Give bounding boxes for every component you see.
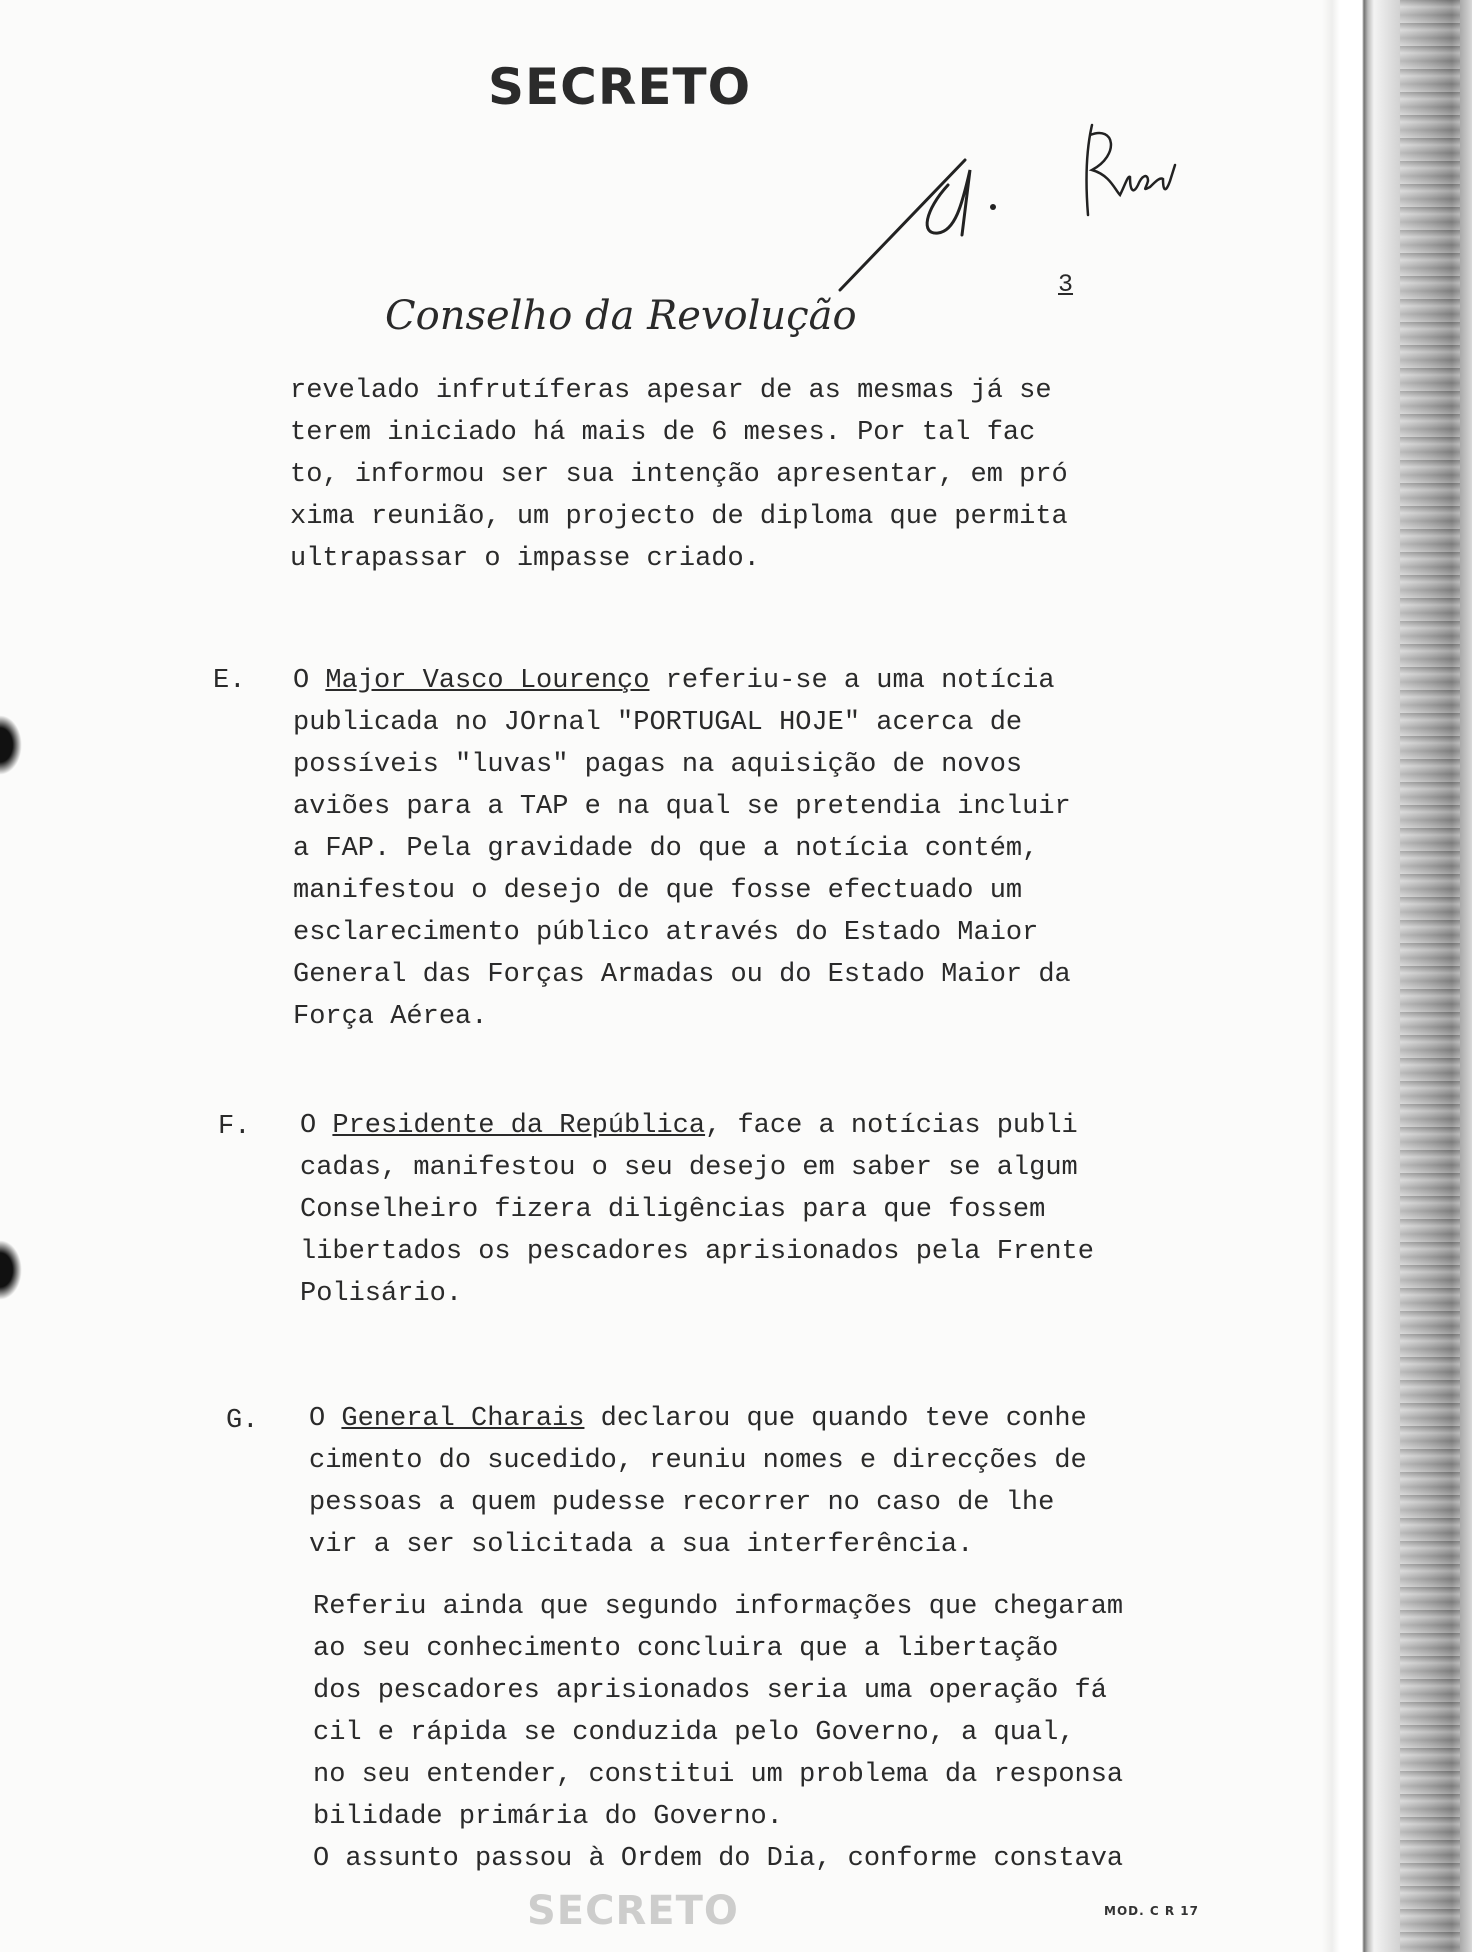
intro-paragraph <box>290 370 1068 580</box>
speaker-name: Presidente da República <box>332 1111 706 1141</box>
text-line: to, informou ser sua intenção apresentar, em pró <box>290 460 1068 490</box>
text-line: cimento do sucedido, reuniu nomes e direcções de <box>309 1446 1087 1476</box>
section-e-paragraph <box>293 660 1071 1038</box>
speaker-name: General Charais <box>341 1404 585 1434</box>
section-label-g: G. <box>226 1406 259 1436</box>
text-line: O assunto passou à Ordem do Dia, conforme constava <box>313 1844 1124 1874</box>
text-line: O General Charais declarou que quando teve conhe <box>309 1404 1087 1434</box>
text-line: possíveis "luvas" pagas na aquisição de novos <box>293 750 1023 780</box>
section-label-e: E. <box>213 666 246 696</box>
text-line: vir a ser solicitada a sua interferência. <box>309 1530 974 1560</box>
text-line: Referiu ainda que segundo informações que chegaram <box>313 1592 1124 1622</box>
speaker-name: Major Vasco Lourenço <box>325 666 650 696</box>
text-line: ao seu conhecimento concluira que a libertação <box>313 1634 1059 1664</box>
section-label-f: F. <box>218 1112 251 1142</box>
text-line: dos pescadores aprisionados seria uma operação fá <box>313 1676 1107 1706</box>
text-line: terem iniciado há mais de 6 meses. Por tal fac <box>290 418 1036 448</box>
text-line: manifestou o desejo de que fosse efectuado um <box>293 876 1023 906</box>
text-line: pessoas a quem pudesse recorrer no caso de lhe <box>309 1488 1055 1518</box>
text-line: xima reunião, um projecto de diploma que permita <box>290 502 1068 532</box>
text-line: Polisário. <box>300 1279 463 1309</box>
letterhead-title: Conselho da Revolução <box>385 293 857 339</box>
text-line: esclarecimento público através do Estado Maior <box>293 918 1039 948</box>
text-line: aviões para a TAP e na qual se pretendia incluir <box>293 792 1071 822</box>
form-code: MOD. C R 17 <box>1104 1904 1199 1918</box>
footer-secret-stamp: SECRETO <box>527 1888 739 1934</box>
punch-hole-mark <box>0 715 22 775</box>
text-line: libertados os pescadores aprisionados pela Frente <box>300 1237 1094 1267</box>
section-f-paragraph <box>300 1105 1094 1315</box>
text-line: O Presidente da República, face a notícias publi <box>300 1111 1078 1141</box>
binding-edge-shadow <box>1322 0 1472 1952</box>
text-line: no seu entender, constitui um problema da responsa <box>313 1760 1124 1790</box>
text-line: bilidade primária do Governo. <box>313 1802 783 1832</box>
secret-stamp: SECRETO <box>488 58 752 116</box>
text-line: revelado infrutíferas apesar de as mesmas já se <box>290 376 1052 406</box>
text-line: O Major Vasco Lourenço referiu-se a uma notícia <box>293 666 1055 696</box>
text-line: Conselheiro fizera diligências para que fossem <box>300 1195 1046 1225</box>
text-line: Força Aérea. <box>293 1002 488 1032</box>
handwritten-signature-icon <box>830 115 1200 315</box>
text-line: a FAP. Pela gravidade do que a notícia contém, <box>293 834 1039 864</box>
section-g-paragraph <box>309 1398 1087 1566</box>
punch-hole-mark <box>0 1240 22 1300</box>
section-g-continuation <box>313 1586 1123 1880</box>
text-line: publicada no JOrnal "PORTUGAL HOJE" acerca de <box>293 708 1023 738</box>
page-number: 3 <box>1058 270 1074 299</box>
text-line: ultrapassar o impasse criado. <box>290 544 760 574</box>
text-line: cil e rápida se conduzida pelo Governo, a qual, <box>313 1718 1075 1748</box>
text-line: cadas, manifestou o seu desejo em saber se algum <box>300 1153 1078 1183</box>
text-line: General das Forças Armadas ou do Estado Maior da <box>293 960 1071 990</box>
